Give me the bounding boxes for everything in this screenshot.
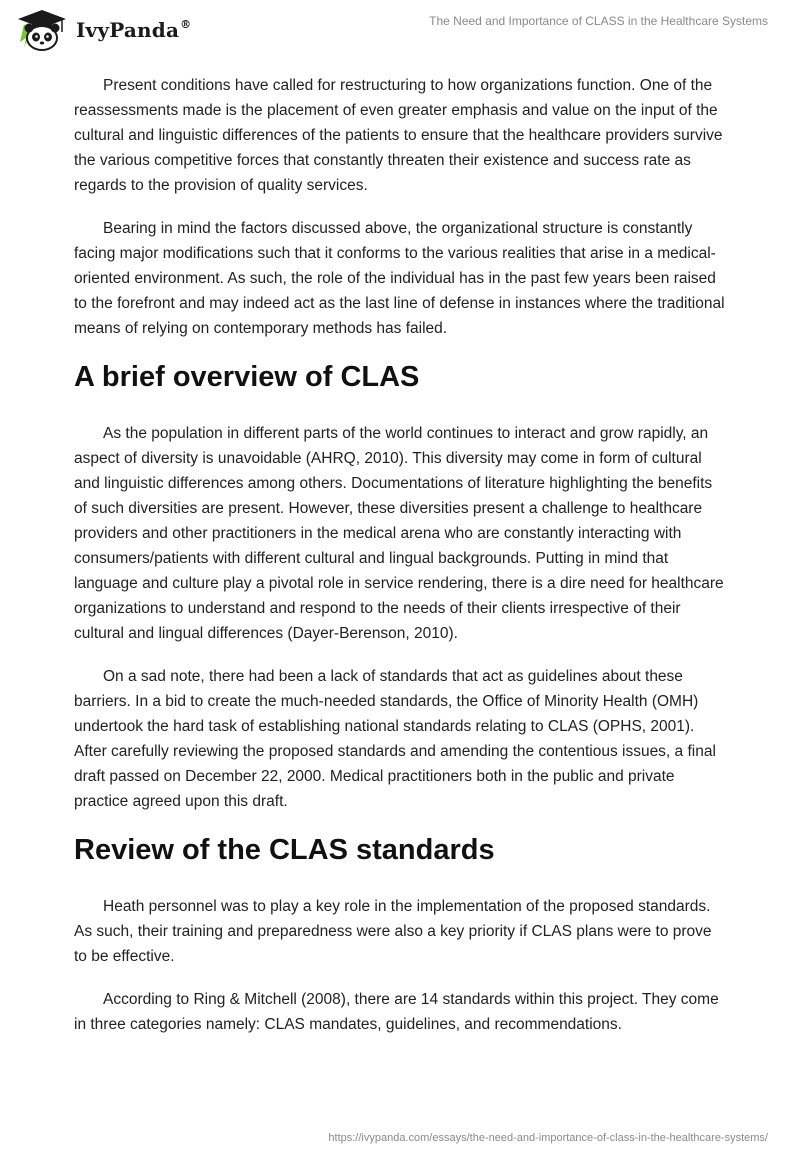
paragraph: As the population in different parts of the world continues to interact and grow rapidly, an aspect of diversity is unavoidable (AHRQ, 2010). This diversity may come in form of cultural and linguistic differences among others. Documentations of literature highlighting the benefits of such diversities are present. However, these diversities present a challenge to healthcare providers and other practitioners in the medical arena who are constantly interacting with consumers/patients with different cultural and lingual backgrounds. Putting in mind that language and culture play a pivotal role in service rendering, there is a dire need for healthcare organizations to understand and respond to the needs of their clients irrespective of their cultural and lingual differences (Dayer-Berenson, 2010). [74, 425, 724, 642]
paragraph: According to Ring & Mitchell (2008), there are 14 standards within this project. They come in three categories namely: CLAS mandates, guidelines, and recommendations. [74, 991, 719, 1033]
essay-body [74, 73, 726, 1055]
paragraph: Present conditions have called for restructuring to how organizations function. One of the reassessments made is the placement of even greater emphasis and value on the input of the cultural and linguistic differences of the patients to ensure that the healthcare providers survive the various competitive forces that constantly threaten their existence and success rate as regards to the provision of quality services. [74, 77, 723, 194]
source-url[interactable]: https://ivypanda.com/essays/the-need-and-importance-of-class-in-the-healthcare-systems/ [328, 1132, 768, 1144]
paragraph: Bearing in mind the factors discussed above, the organizational structure is constantly facing major modifications such that it conforms to the various realities that arise in a medical-oriented environment. As such, the role of the individual has in the past few years been raised to the forefront and may indeed act as the last line of defense in instances where the traditional means of relying on contemporary methods has failed. [74, 220, 725, 337]
section-heading-overview: A brief overview of CLAS [74, 361, 420, 393]
section-heading-review: Review of the CLAS standards [74, 834, 495, 866]
page-header [0, 0, 800, 60]
panda-graduate-icon [14, 8, 70, 52]
document-title: The Need and Importance of CLASS in the Healthcare Systems [429, 14, 768, 28]
ivypanda-logo[interactable] [14, 8, 191, 52]
paragraph: On a sad note, there had been a lack of standards that act as guidelines about these barriers. In a bid to create the much-needed standards, the Office of Minority Health (OMH) undertook the hard task of establishing national standards relating to CLAS (OPHS, 2001). After carefully reviewing the proposed standards and amending the contentious issues, a final draft passed on December 22, 2000. Medical practitioners both in the public and private practice agreed upon this draft. [74, 668, 716, 810]
brand-name: IvyPanda® [76, 18, 192, 42]
paragraph: Heath personnel was to play a key role in the implementation of the proposed standards. As such, their training and preparedness were also a key priority if CLAS plans were to prove to be effective. [74, 898, 712, 965]
